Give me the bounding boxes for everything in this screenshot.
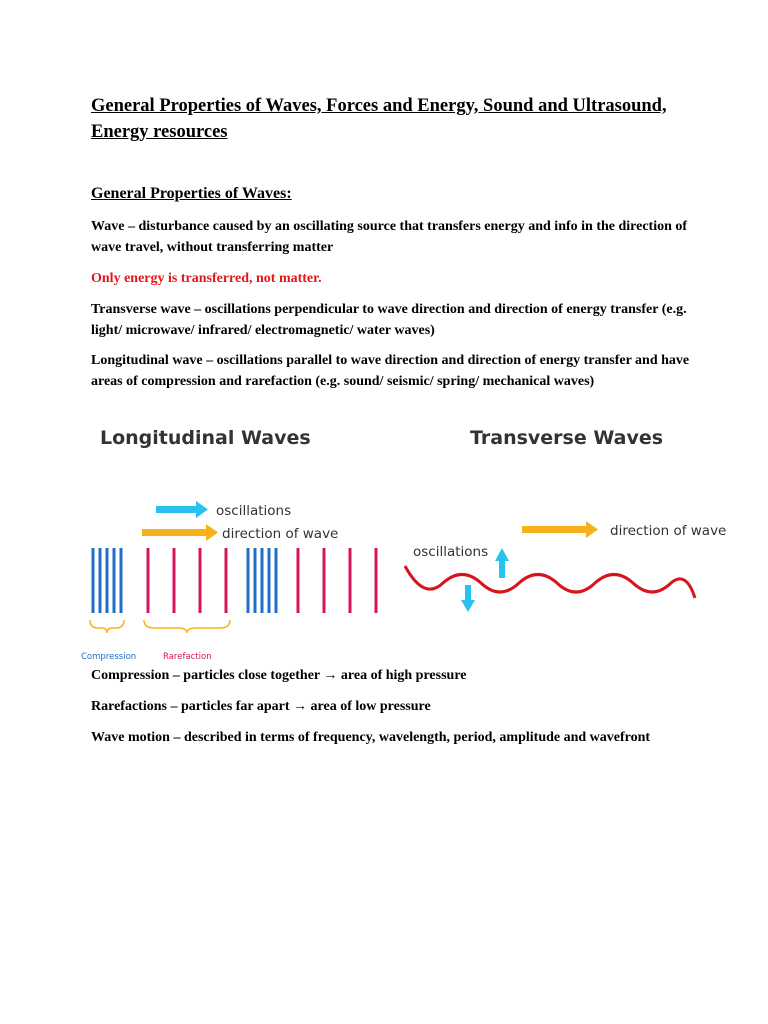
compression-brace (90, 620, 124, 633)
transverse-oscillations-label: oscillations (413, 544, 489, 560)
rarefaction-label: Rarefaction (163, 652, 212, 662)
longitudinal-title: Longitudinal Waves (100, 427, 311, 449)
wave-definition: Wave – disturbance caused by an oscillating source that transfers energy and info in the direction of wave travel, without transferring matter (91, 219, 688, 255)
transverse-direction-label: direction of wave (610, 523, 727, 539)
transverse-wave (405, 566, 695, 598)
compression-lines-2 (248, 548, 276, 613)
rarefaction-lines-2 (298, 548, 376, 613)
section-heading: General Properties of Waves: (91, 185, 292, 202)
oscillations-arrow (156, 501, 208, 518)
transverse-definition: Transverse wave – oscillations perpendicular to wave direction and direction of energy transfer (e.g. light/ microwave/ infrared/ electromagnetic/ water waves) (91, 302, 687, 338)
longitudinal-wave-lines (93, 548, 376, 613)
transverse-title: Transverse Waves (470, 427, 664, 449)
rarefaction-brace (144, 620, 230, 633)
document-title: General Properties of Waves, Forces and Energy, Sound and Ultrasound, Energy resources (91, 96, 667, 142)
compression-label: Compression (81, 652, 137, 662)
direction-arrow (142, 524, 218, 541)
transverse-direction-arrow (522, 521, 598, 538)
oscillation-up-arrow (495, 548, 509, 578)
energy-note: Only energy is transferred, not matter. (91, 271, 322, 286)
wave-motion-definition: Wave motion – described in terms of frequency, wavelength, period, amplitude and wavefront (91, 730, 651, 745)
rarefaction-lines-1 (148, 548, 226, 613)
oscillation-down-arrow (461, 585, 475, 612)
compression-definition: Compression – particles close together → area of high pressure (91, 668, 467, 683)
rarefaction-definition: Rarefactions – particles far apart → area of low pressure (91, 699, 431, 714)
waves-diagram (78, 420, 738, 665)
longitudinal-definition: Longitudinal wave – oscillations parallel to wave direction and direction of energy transfer and have areas of compression and rarefaction (e.g. sound/ seismic/ spring/ mechanical waves) (91, 353, 690, 389)
oscillations-label: oscillations (216, 503, 292, 519)
compression-lines-1 (93, 548, 121, 613)
direction-label: direction of wave (222, 526, 339, 542)
